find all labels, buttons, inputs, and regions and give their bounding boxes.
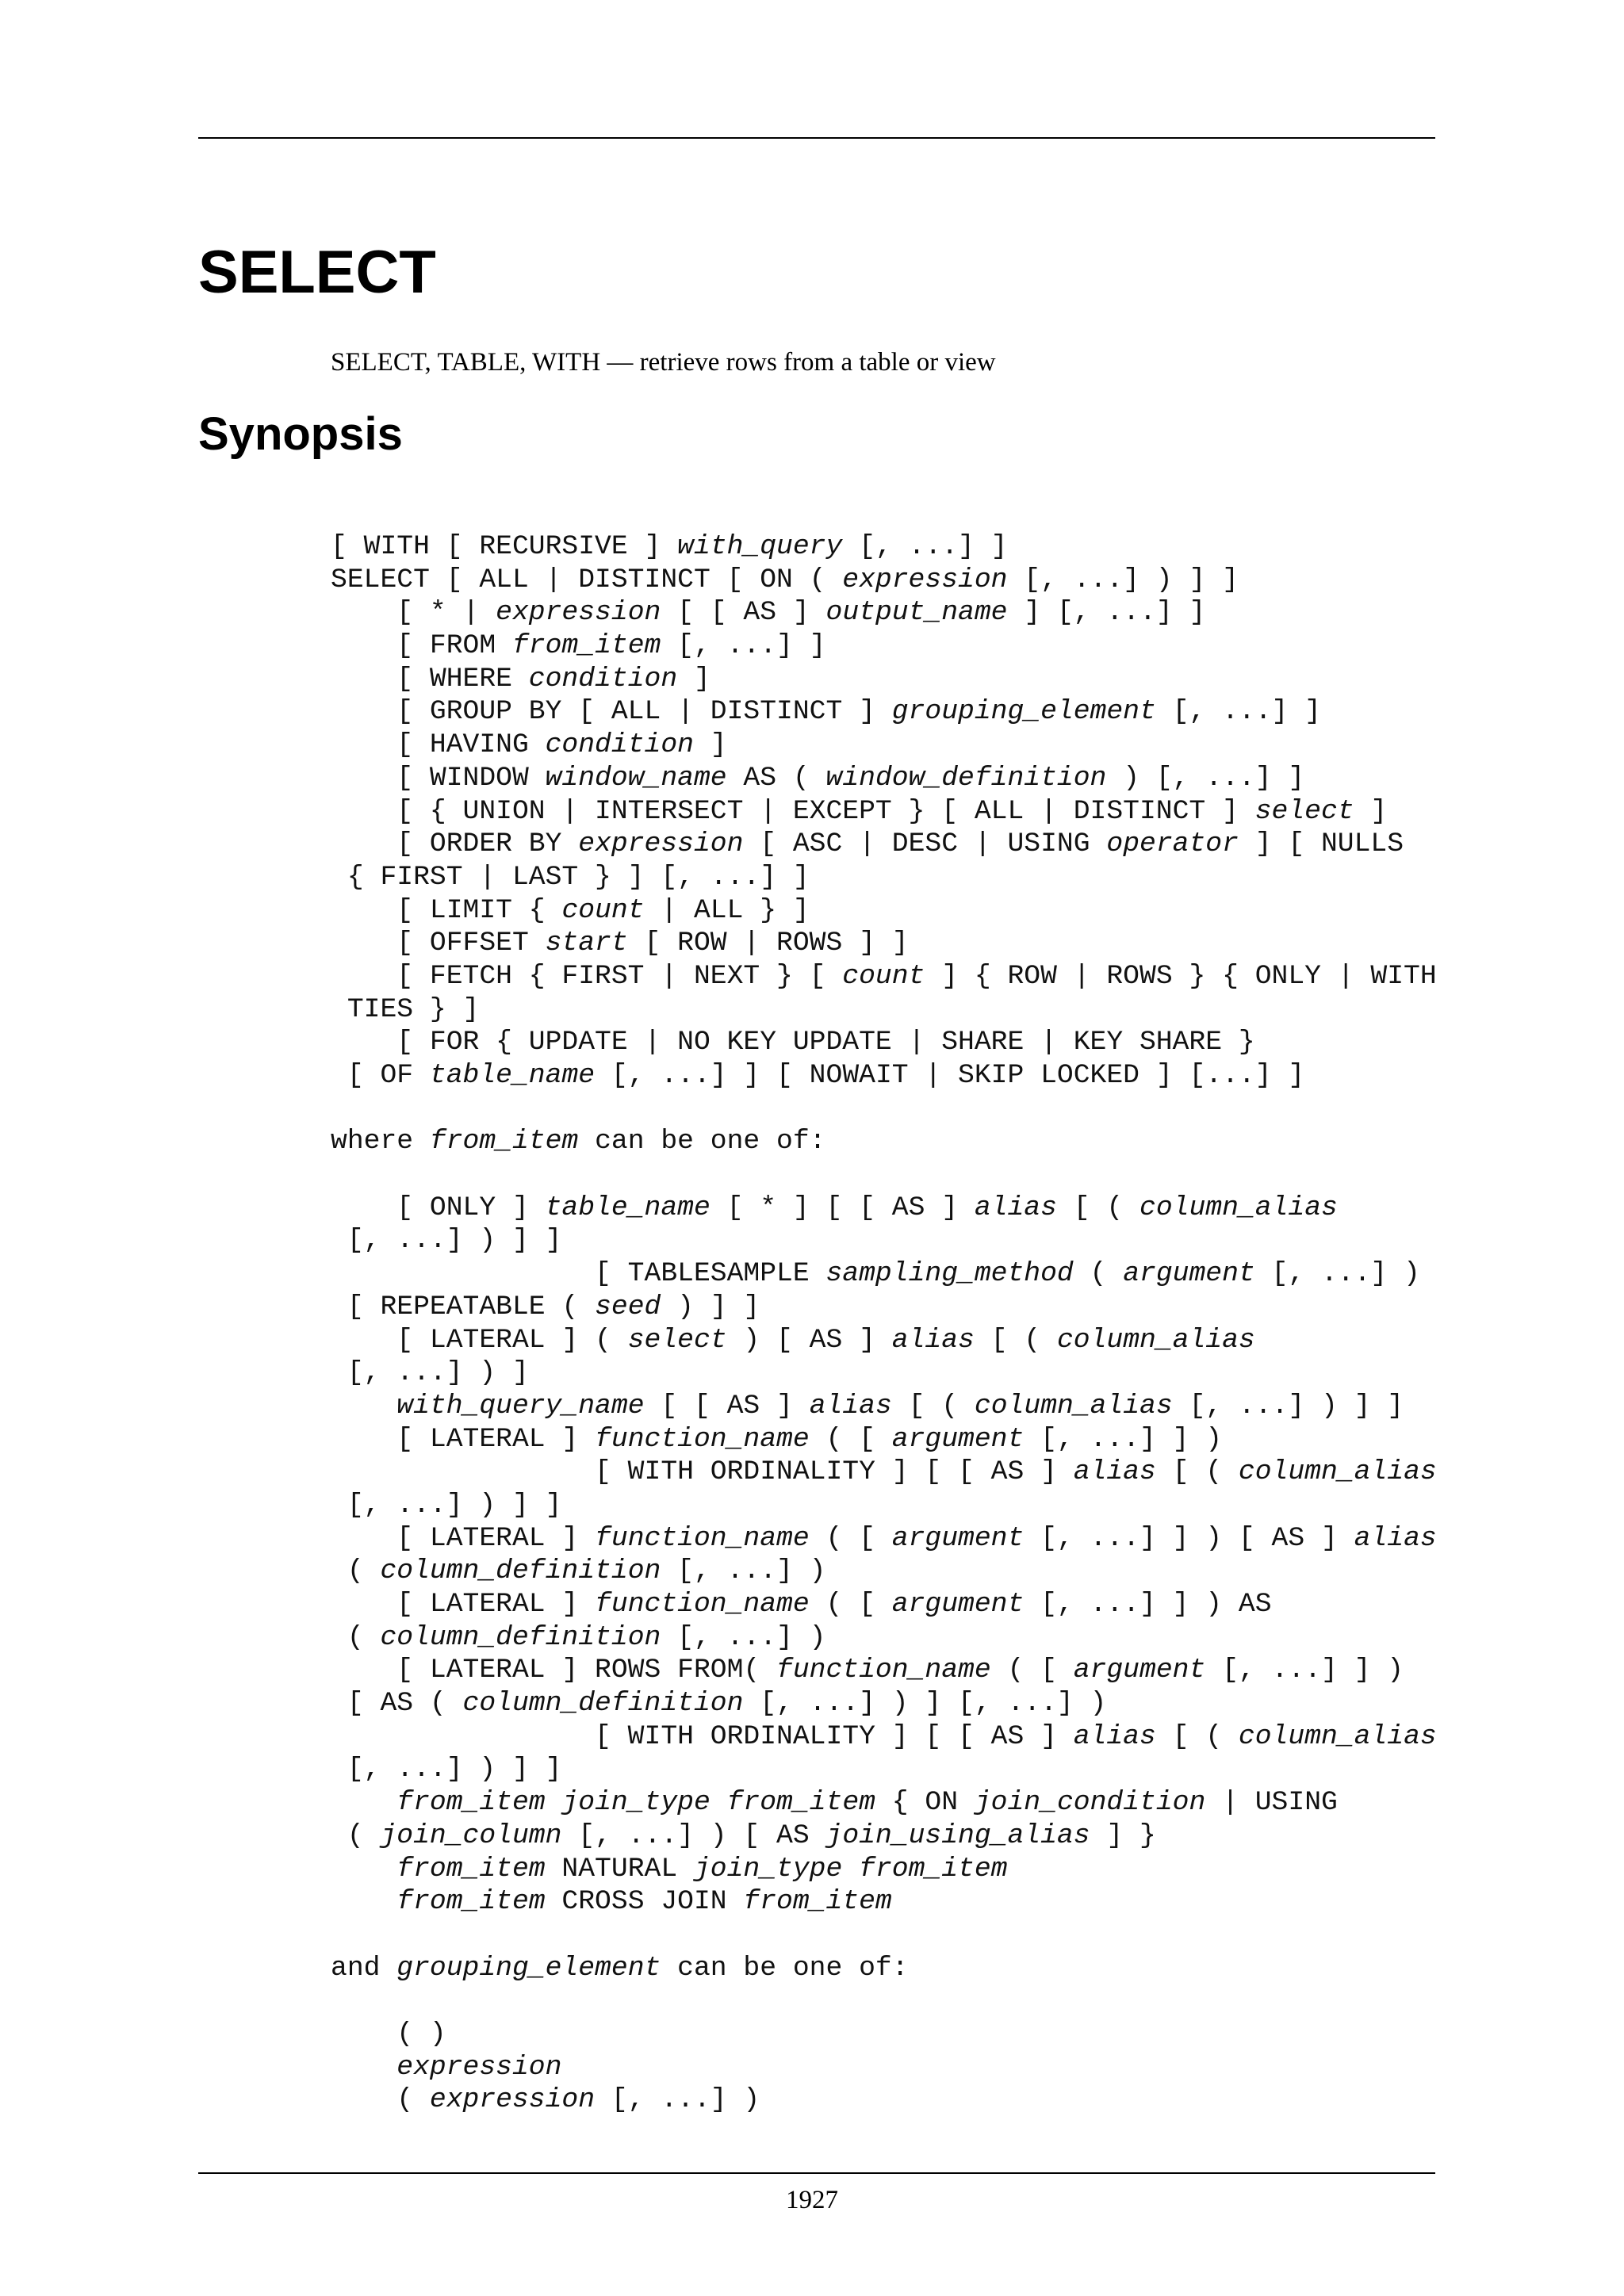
synopsis-line xyxy=(331,1820,1437,1853)
synopsis-text xyxy=(331,1787,396,1818)
synopsis-line xyxy=(331,762,1437,795)
synopsis-placeholder: count xyxy=(842,960,925,992)
synopsis-code-block xyxy=(331,530,1437,2117)
synopsis-text: [ { UNION | INTERSECT | EXCEPT } [ ALL | DISTINCT ] xyxy=(331,795,1255,827)
synopsis-text: [ LATERAL ] xyxy=(331,1423,596,1455)
synopsis-text: ] xyxy=(677,663,710,695)
synopsis-line xyxy=(331,1885,1437,1919)
synopsis-text: [, ...] ] [ NOWAIT | SKIP LOCKED ] [...] ] xyxy=(595,1060,1305,1091)
synopsis-line xyxy=(331,1853,1437,1886)
synopsis-text: [, ...] ) ] ] xyxy=(331,1225,562,1257)
synopsis-line xyxy=(331,993,1437,1027)
synopsis-placeholder: alias xyxy=(1073,1456,1156,1488)
synopsis-placeholder: start xyxy=(545,928,628,959)
synopsis-text: [ ( xyxy=(1155,1456,1239,1488)
synopsis-line xyxy=(331,1555,1437,1588)
synopsis-placeholder: join_type xyxy=(561,1787,710,1819)
synopsis-line xyxy=(331,1621,1437,1655)
synopsis-text: [ OFFSET xyxy=(331,928,546,959)
synopsis-text: [ ONLY ] xyxy=(331,1192,546,1223)
synopsis-text: ] [ NULLS xyxy=(1238,828,1404,860)
header-rule xyxy=(198,137,1435,139)
synopsis-line xyxy=(331,1919,1437,1952)
synopsis-text: and xyxy=(331,1952,397,1984)
synopsis-text: [, ...] ) [ AS xyxy=(561,1820,826,1851)
synopsis-placeholder: join_using_alias xyxy=(825,1820,1090,1851)
synopsis-text xyxy=(331,1854,396,1885)
synopsis-text: [, ...] ) ] [, ...] ) xyxy=(743,1688,1107,1720)
synopsis-line xyxy=(331,629,1437,663)
synopsis-text: { FIRST | LAST } ] [, ...] ] xyxy=(331,861,810,893)
synopsis-line xyxy=(331,2018,1437,2051)
synopsis-placeholder: argument xyxy=(891,1522,1025,1554)
synopsis-placeholder: alias xyxy=(1354,1522,1437,1554)
synopsis-placeholder: from_item xyxy=(859,1853,1008,1885)
synopsis-placeholder: condition xyxy=(528,663,678,695)
synopsis-placeholder: from_item xyxy=(396,1886,546,1918)
synopsis-line xyxy=(331,795,1437,828)
synopsis-line xyxy=(331,1224,1437,1257)
synopsis-line xyxy=(331,1257,1437,1291)
synopsis-placeholder: expression xyxy=(496,597,661,629)
synopsis-placeholder: window_name xyxy=(545,762,727,794)
synopsis-text: [ WINDOW xyxy=(331,762,546,794)
synopsis-text: ) [, ...] ] xyxy=(1106,762,1305,794)
synopsis-text: | ALL } ] xyxy=(644,894,810,926)
synopsis-placeholder: join_column xyxy=(380,1820,562,1851)
synopsis-text: ] [, ...] ] xyxy=(1007,597,1206,629)
synopsis-placeholder: argument xyxy=(1123,1258,1255,1290)
synopsis-text: [, ...] ) ] ] xyxy=(331,1754,562,1785)
page-subtitle: SELECT, TABLE, WITH — retrieve rows from a table or view xyxy=(331,348,996,377)
page-title: SELECT xyxy=(198,239,436,306)
synopsis-line xyxy=(331,729,1437,762)
synopsis-line xyxy=(331,1786,1437,1820)
synopsis-placeholder: operator xyxy=(1106,828,1239,860)
synopsis-placeholder: with_query xyxy=(677,531,843,562)
synopsis-text: [, ...] ) xyxy=(661,1556,826,1587)
synopsis-placeholder: expression xyxy=(429,2084,596,2116)
synopsis-text: [ ( xyxy=(1155,1720,1239,1752)
synopsis-placeholder: from_item xyxy=(396,1853,546,1885)
synopsis-text: [, ...] ] ) xyxy=(1205,1655,1404,1686)
synopsis-text: [, ...] ] xyxy=(1155,696,1321,728)
synopsis-text: NATURAL xyxy=(545,1853,694,1885)
synopsis-placeholder: from_item xyxy=(511,630,661,662)
synopsis-line xyxy=(331,2051,1437,2084)
synopsis-placeholder: grouping_element xyxy=(396,1952,661,1984)
synopsis-text: [ [ AS ] xyxy=(644,1390,810,1422)
synopsis-placeholder: column_definition xyxy=(380,1556,661,1587)
synopsis-text: [, ...] ] ) xyxy=(1024,1423,1223,1455)
synopsis-placeholder: function_name xyxy=(595,1589,810,1620)
synopsis-placeholder: from_item xyxy=(396,1787,546,1819)
synopsis-text: [ LIMIT { xyxy=(331,894,562,926)
synopsis-placeholder: from_item xyxy=(429,1126,579,1158)
synopsis-line xyxy=(331,1654,1437,1687)
synopsis-line xyxy=(331,663,1437,696)
synopsis-text: [ * | xyxy=(331,597,496,629)
synopsis-text: [ ( xyxy=(974,1324,1057,1356)
synopsis-text: [ * ] [ [ AS ] xyxy=(710,1192,975,1223)
synopsis-text: [ OF xyxy=(331,1060,430,1091)
synopsis-placeholder: alias xyxy=(974,1192,1057,1223)
synopsis-placeholder: from_item xyxy=(726,1787,875,1819)
synopsis-placeholder: sampling_method xyxy=(825,1258,1074,1290)
synopsis-text xyxy=(331,1391,396,1422)
synopsis-text xyxy=(331,2052,396,2083)
synopsis-line xyxy=(331,1093,1437,1126)
section-heading-synopsis: Synopsis xyxy=(198,408,403,460)
synopsis-placeholder: function_name xyxy=(595,1522,810,1554)
synopsis-line xyxy=(331,1158,1437,1192)
synopsis-text: TIES } ] xyxy=(331,993,480,1025)
synopsis-placeholder: condition xyxy=(545,729,694,761)
synopsis-text: ] xyxy=(693,729,727,761)
synopsis-placeholder: table_name xyxy=(545,1192,710,1223)
synopsis-text: [ FOR { UPDATE | NO KEY UPDATE | SHARE | KEY SHARE } xyxy=(331,1027,1255,1058)
synopsis-placeholder: window_definition xyxy=(825,762,1107,794)
synopsis-line xyxy=(331,695,1437,729)
synopsis-text: ] } xyxy=(1090,1820,1156,1851)
synopsis-text: [, ...] ) ] ] xyxy=(1172,1390,1404,1422)
synopsis-text: [ ASC | DESC | USING xyxy=(743,828,1107,860)
synopsis-text: [, ...] ] xyxy=(842,531,1008,562)
synopsis-text: SELECT [ ALL | DISTINCT [ ON ( xyxy=(331,564,843,595)
synopsis-placeholder: select xyxy=(627,1324,727,1356)
synopsis-placeholder: output_name xyxy=(825,597,1008,629)
synopsis-text: { ON xyxy=(875,1787,975,1819)
synopsis-line xyxy=(331,1720,1437,1754)
synopsis-text: [, ...] ] ) [ AS ] xyxy=(1024,1522,1354,1554)
synopsis-text: where xyxy=(331,1126,430,1158)
footer-rule xyxy=(198,2172,1435,2174)
synopsis-line xyxy=(331,1291,1437,1324)
synopsis-text: [ LATERAL ] ( xyxy=(331,1324,628,1356)
synopsis-line xyxy=(331,564,1437,597)
synopsis-text: [ ( xyxy=(891,1390,975,1422)
synopsis-text: [, ...] ) xyxy=(1254,1258,1420,1290)
synopsis-placeholder: column_alias xyxy=(974,1390,1173,1422)
synopsis-text: AS ( xyxy=(726,762,826,794)
synopsis-text xyxy=(546,1787,562,1818)
synopsis-line xyxy=(331,1423,1437,1456)
synopsis-text: [ [ AS ] xyxy=(661,597,826,629)
synopsis-text: [ FETCH { FIRST | NEXT } [ xyxy=(331,960,843,992)
synopsis-text: ( [ xyxy=(809,1589,892,1620)
synopsis-text: [, ...] ] ) AS xyxy=(1024,1589,1272,1620)
synopsis-text: ( ) xyxy=(331,2018,446,2049)
synopsis-line xyxy=(331,1489,1437,1522)
synopsis-text: [, ...] ) xyxy=(661,1621,826,1653)
synopsis-placeholder: from_item xyxy=(743,1886,892,1918)
synopsis-text: ( xyxy=(331,2084,430,2116)
synopsis-text: can be one of: xyxy=(661,1952,909,1984)
synopsis-line xyxy=(331,1952,1437,1985)
synopsis-text: can be one of: xyxy=(578,1126,826,1158)
synopsis-text: [ LATERAL ] ROWS FROM( xyxy=(331,1655,777,1686)
synopsis-line xyxy=(331,1324,1437,1357)
synopsis-line xyxy=(331,596,1437,629)
synopsis-text: ) [ AS ] xyxy=(726,1324,892,1356)
synopsis-text: [ GROUP BY [ ALL | DISTINCT ] xyxy=(331,696,892,728)
synopsis-placeholder: column_definition xyxy=(380,1621,661,1653)
synopsis-line xyxy=(331,1026,1437,1059)
synopsis-placeholder: join_condition xyxy=(974,1787,1206,1819)
synopsis-text: ( xyxy=(331,1556,381,1587)
synopsis-text: ) ] ] xyxy=(661,1291,760,1322)
synopsis-placeholder: expression xyxy=(396,2051,562,2083)
synopsis-line xyxy=(331,2084,1437,2117)
page-number: 1927 xyxy=(786,2186,838,2214)
synopsis-text: ( xyxy=(331,1820,381,1851)
synopsis-text: ( [ xyxy=(990,1655,1074,1686)
synopsis-text: [ WITH ORDINALITY ] [ [ AS ] xyxy=(331,1456,1074,1488)
synopsis-text: ( [ xyxy=(809,1423,892,1455)
synopsis-text: ] xyxy=(1354,795,1388,827)
synopsis-line xyxy=(331,960,1437,993)
synopsis-text: [ AS ( xyxy=(331,1688,463,1720)
synopsis-placeholder: join_type xyxy=(693,1853,843,1885)
synopsis-text: ] { ROW | ROWS } { ONLY | WITH xyxy=(925,960,1437,992)
synopsis-line xyxy=(331,1456,1437,1489)
synopsis-text: | USING xyxy=(1205,1787,1338,1819)
synopsis-text: [ ORDER BY xyxy=(331,828,579,860)
synopsis-placeholder: column_definition xyxy=(462,1688,744,1720)
synopsis-placeholder: count xyxy=(561,894,645,926)
synopsis-text xyxy=(842,1854,859,1885)
synopsis-text: [, ...] ] xyxy=(661,630,826,662)
synopsis-placeholder: alias xyxy=(809,1390,892,1422)
synopsis-text: [ LATERAL ] xyxy=(331,1589,596,1620)
synopsis-line xyxy=(331,828,1437,861)
synopsis-text: ( xyxy=(331,1621,381,1653)
synopsis-line xyxy=(331,1192,1437,1225)
synopsis-text: ( xyxy=(1073,1258,1124,1290)
synopsis-line xyxy=(331,894,1437,928)
synopsis-line xyxy=(331,1522,1437,1556)
synopsis-text: [ HAVING xyxy=(331,729,546,761)
synopsis-placeholder: select xyxy=(1254,795,1354,827)
synopsis-text: [ WITH ORDINALITY ] [ [ AS ] xyxy=(331,1720,1074,1752)
synopsis-placeholder: function_name xyxy=(776,1655,991,1686)
synopsis-line xyxy=(331,1390,1437,1423)
synopsis-text: [, ...] ) ] xyxy=(331,1357,529,1389)
synopsis-placeholder: alias xyxy=(1073,1720,1156,1752)
synopsis-line xyxy=(331,861,1437,894)
synopsis-text: [, ...] ) ] ] xyxy=(1007,564,1239,595)
synopsis-text: ( [ xyxy=(809,1522,892,1554)
synopsis-text: [, ...] ) xyxy=(595,2084,760,2116)
synopsis-placeholder: argument xyxy=(891,1589,1025,1620)
synopsis-placeholder: column_alias xyxy=(1238,1720,1437,1752)
synopsis-placeholder: with_query_name xyxy=(396,1390,645,1422)
synopsis-placeholder: grouping_element xyxy=(891,696,1156,728)
synopsis-line xyxy=(331,1125,1437,1158)
synopsis-placeholder: column_alias xyxy=(1238,1456,1437,1488)
synopsis-text: [ LATERAL ] xyxy=(331,1522,596,1554)
synopsis-line xyxy=(331,1753,1437,1786)
synopsis-text: [ ( xyxy=(1056,1192,1140,1223)
synopsis-placeholder: alias xyxy=(891,1324,975,1356)
synopsis-text: [ WITH [ RECURSIVE ] xyxy=(331,531,678,562)
synopsis-line xyxy=(331,1687,1437,1720)
synopsis-placeholder: expression xyxy=(842,564,1008,595)
synopsis-placeholder: column_alias xyxy=(1056,1324,1255,1356)
synopsis-placeholder: seed xyxy=(595,1291,661,1322)
synopsis-placeholder: argument xyxy=(891,1423,1025,1455)
synopsis-text: [ TABLESAMPLE xyxy=(331,1258,826,1290)
synopsis-text xyxy=(331,1886,396,1917)
synopsis-placeholder: table_name xyxy=(429,1060,596,1091)
synopsis-text: [ WHERE xyxy=(331,663,529,695)
synopsis-text: [ ROW | ROWS ] ] xyxy=(627,928,909,959)
synopsis-line xyxy=(331,927,1437,960)
synopsis-line xyxy=(331,530,1437,564)
synopsis-placeholder: expression xyxy=(578,828,744,860)
synopsis-placeholder: function_name xyxy=(595,1423,810,1455)
synopsis-line xyxy=(331,1984,1437,2018)
synopsis-placeholder: column_alias xyxy=(1139,1192,1338,1223)
synopsis-placeholder: argument xyxy=(1073,1655,1206,1686)
synopsis-line xyxy=(331,1357,1437,1390)
synopsis-line xyxy=(331,1059,1437,1093)
synopsis-text: [ REPEATABLE ( xyxy=(331,1291,596,1322)
synopsis-text: CROSS JOIN xyxy=(545,1886,744,1918)
synopsis-line xyxy=(331,1588,1437,1621)
synopsis-text xyxy=(710,1787,727,1818)
synopsis-text: [, ...] ) ] ] xyxy=(331,1489,562,1521)
synopsis-text: [ FROM xyxy=(331,630,512,662)
